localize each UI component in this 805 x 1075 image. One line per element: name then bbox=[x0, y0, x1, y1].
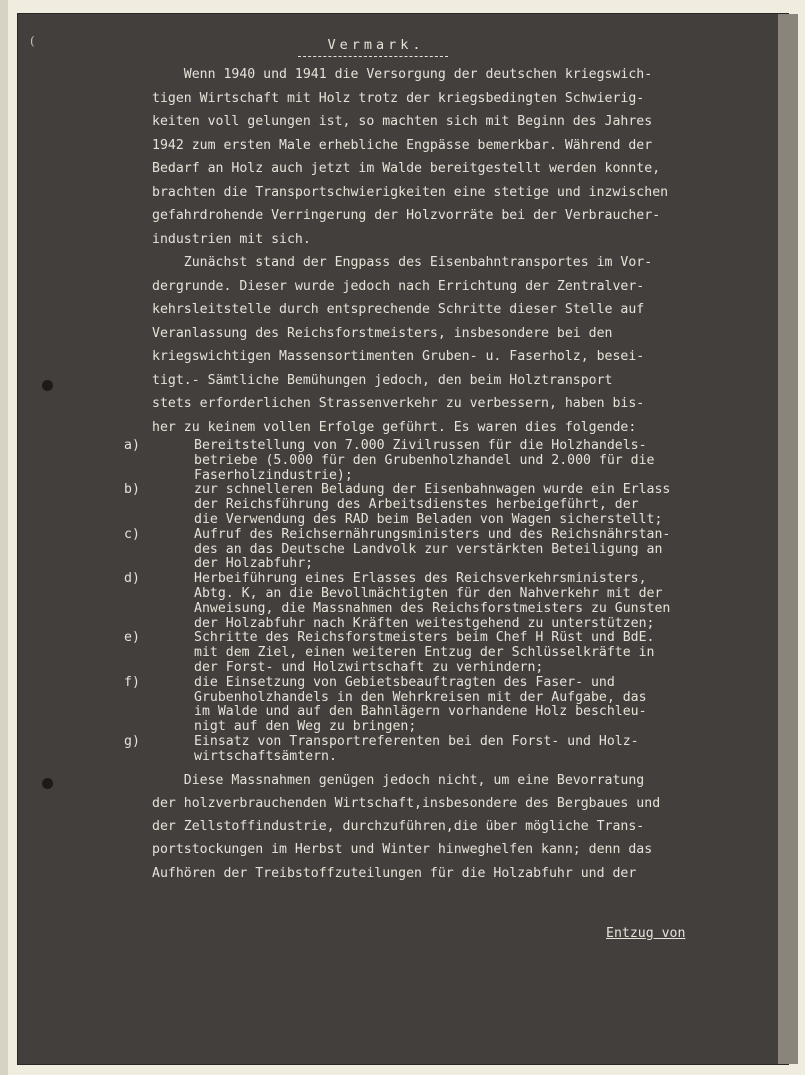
text-line: gefahrdrohende Verringerung der Holzvorräte bei der Verbraucher- bbox=[152, 208, 661, 223]
list-line: der Reichsführung des Arbeitsdienstes herbeigeführt, der bbox=[194, 497, 639, 513]
list-letter: d) bbox=[124, 571, 140, 587]
list-item-b bbox=[124, 482, 772, 527]
list-line: der Forst- und Holzwirtschaft zu verhindern; bbox=[194, 659, 544, 675]
text-line: Veranlassung des Reichsforstmeisters, insbesondere bei den bbox=[152, 325, 613, 341]
list-letter: g) bbox=[124, 733, 140, 749]
text-line: tigen Wirtschaft mit Holz trotz der kriegsbedingten Schwierig- bbox=[152, 90, 645, 106]
list-line: der Holzabfuhr; bbox=[194, 556, 314, 572]
scan-left-strip bbox=[0, 0, 8, 1075]
memo-title: Vermark. bbox=[327, 37, 425, 53]
list-line: der Holzabfuhr nach Kräften weitestgehend zu unterstützen; bbox=[194, 615, 655, 631]
list-line: Aufruf des Reichsernährungsministers und des Reichsnährstan- bbox=[194, 526, 671, 542]
text-line: Bedarf an Holz auch jetzt im Walde bereitgestellt werden konnte, bbox=[152, 161, 661, 176]
text-line: Wenn 1940 und 1941 die Versorgung der deutschen kriegswich- bbox=[152, 67, 653, 82]
list-line: des an das Deutsche Landvolk zur verstärkten Beteiligung an bbox=[194, 541, 663, 557]
list-letter: c) bbox=[124, 526, 140, 542]
text-line: der holzverbrauchenden Wirtschaft,insbesondere des Bergbaues und bbox=[152, 795, 661, 811]
text-line: Aufhören der Treibstoffzuteilungen für die Holzabfuhr und der bbox=[152, 865, 637, 881]
paragraph-2 bbox=[152, 251, 772, 439]
text-line: der Zellstoffindustrie, durchzuführen,die über mögliche Trans- bbox=[152, 819, 645, 835]
list-line: Bereitstellung von 7.000 Zivilrussen für die Holzhandels- bbox=[194, 438, 647, 453]
list-line: Grubenholzhandels in den Wehrkreisen mit der Aufgabe, das bbox=[194, 689, 647, 705]
text-line: stets erforderlichen Strassenverkehr zu verbessern, haben bis- bbox=[152, 396, 645, 411]
text-line: her zu keinem vollen Erfolge geführt. Es waren dies folgende: bbox=[152, 419, 637, 435]
list-line: wirtschaftsämtern. bbox=[194, 748, 337, 764]
text-line: dergrunde. Dieser wurde jedoch nach Errichtung der Zentralver- bbox=[152, 278, 645, 294]
title-underline bbox=[298, 54, 448, 57]
closing-paragraph bbox=[152, 769, 772, 885]
list-line: Herbeiführung eines Erlasses des Reichsverkehrsministers, bbox=[194, 571, 647, 587]
margin-mark: ( bbox=[30, 34, 35, 48]
paragraph-1 bbox=[152, 63, 772, 251]
list-letter: b) bbox=[124, 482, 140, 498]
list-line: Faserholzindustrie); bbox=[194, 467, 353, 483]
list-item-d bbox=[124, 571, 772, 631]
text-line: keiten voll gelungen ist, so machten sich mit Beginn des Jahres bbox=[152, 114, 653, 129]
typed-memo bbox=[124, 36, 772, 941]
list-item-e bbox=[124, 630, 772, 675]
list-line: betriebe (5.000 für den Grubenholzhandel und 2.000 für die bbox=[194, 452, 655, 468]
text-line: kriegswichtigen Massensortimenten Gruben- u. Faserholz, besei- bbox=[152, 349, 645, 364]
catchword: Entzug von bbox=[606, 926, 686, 941]
list-line: Abtg. K, an die Bevollmächtigten für den Nahverkehr mit der bbox=[194, 585, 663, 601]
text-line: Diese Massnahmen genügen jedoch nicht, um eine Bevorratung bbox=[152, 772, 645, 788]
list-item-c bbox=[124, 526, 772, 572]
text-line: industrien mit sich. bbox=[152, 231, 311, 247]
list-letter: f) bbox=[124, 674, 140, 690]
text-line: Zunächst stand der Engpass des Eisenbahntransportes im Vor- bbox=[152, 255, 653, 270]
text-line: portstockungen im Herbst und Winter hinweghelfen kann; denn das bbox=[152, 842, 653, 858]
punch-hole bbox=[42, 380, 53, 391]
text-line: tigt.- Sämtliche Bemühungen jedoch, den beim Holztransport bbox=[152, 372, 613, 388]
list-line: Schritte des Reichsforstmeisters beim Chef H Rüst und BdE. bbox=[194, 630, 655, 646]
list-line: Anweisung, die Massnahmen des Reichsforstmeisters zu Gunsten bbox=[194, 600, 671, 616]
list-line: Einsatz von Transportreferenten bei den Forst- und Holz- bbox=[194, 733, 639, 749]
text-line: brachten die Transportschwierigkeiten eine stetige und inzwischen bbox=[152, 184, 669, 200]
list-item-g bbox=[124, 733, 772, 765]
list-line: im Walde und auf den Bahnlägern vorhandene Holz beschleu- bbox=[194, 704, 647, 720]
list-letter: a) bbox=[124, 438, 140, 453]
list-line: zur schnelleren Beladung der Eisenbahnwagen wurde ein Erlass bbox=[194, 482, 671, 498]
list-line: mit dem Ziel, einen weiteren Entzug der Schlüsselkräfte in bbox=[194, 645, 655, 661]
punch-hole bbox=[42, 778, 53, 789]
list-letter: e) bbox=[124, 630, 140, 646]
paper-edge bbox=[778, 14, 798, 1064]
text-line: 1942 zum ersten Male erhebliche Engpässe bemerkbar. Während der bbox=[152, 137, 653, 153]
text-line: kehrsleitstelle durch entsprechende Schritte dieser Stelle auf bbox=[152, 302, 645, 317]
measures-list bbox=[124, 438, 772, 765]
list-line: nigt auf den Weg zu bringen; bbox=[194, 719, 417, 735]
list-item-a bbox=[124, 438, 772, 483]
list-item-f bbox=[124, 674, 772, 735]
list-line: die Einsetzung von Gebietsbeauftragten des Faser- und bbox=[194, 674, 615, 690]
list-line: die Verwendung des RAD beim Beladen von Wagen sicherstellt; bbox=[194, 511, 663, 527]
